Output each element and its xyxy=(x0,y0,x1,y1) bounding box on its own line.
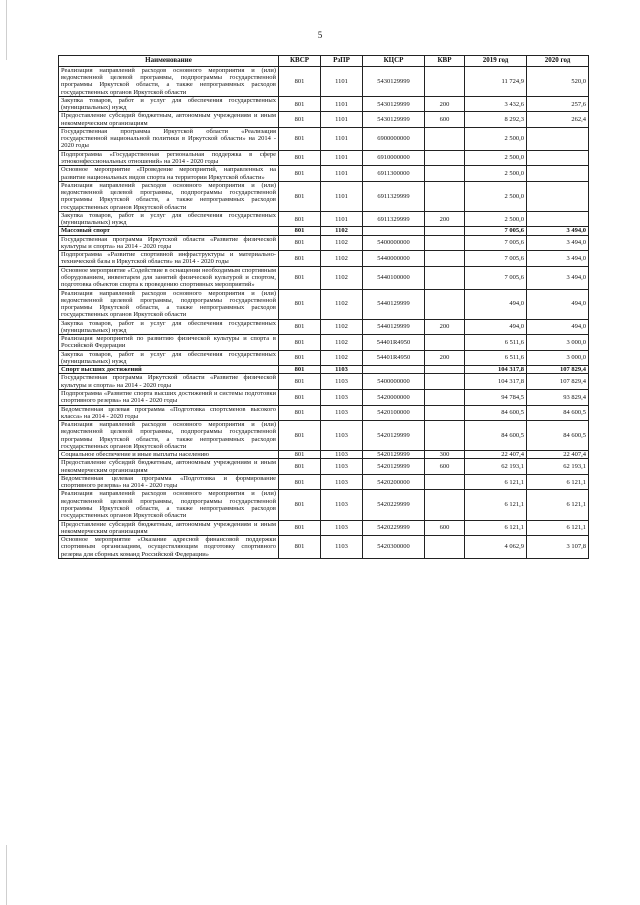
cell-2019: 2 500,0 xyxy=(465,211,527,227)
cell-kvsr: 801 xyxy=(279,211,321,227)
column-header-2020: 2020 год xyxy=(527,56,589,67)
table-row xyxy=(59,127,589,150)
cell-kvsr: 801 xyxy=(279,289,321,319)
cell-name: Предоставление субсидий бюджетным, автономным учреждениям и иным некоммерческим организациям xyxy=(59,459,279,475)
cell-name: Ведомственная целевая программа «Подготовка и формирование спортивного резерва» на 2014 - 2020 годы xyxy=(59,474,279,490)
cell-2020: 3 000,0 xyxy=(527,350,589,366)
cell-kvr: 200 xyxy=(425,211,465,227)
cell-name: Подпрограмма «Развитие спортивной инфраструктуры и материально- технической базы в Иркутской области» на 2014 - 2020 годы xyxy=(59,251,279,267)
cell-kvr: 300 xyxy=(425,451,465,459)
cell-2020: 84 600,5 xyxy=(527,405,589,421)
cell-2019: 62 193,1 xyxy=(465,459,527,475)
cell-kvsr: 801 xyxy=(279,227,321,235)
cell-2020: 62 193,1 xyxy=(527,459,589,475)
cell-kvr xyxy=(425,181,465,211)
cell-name: Реализация направлений расходов основного мероприятия и (или) ведомственной целевой программы, подпрограммы государственной программы Иркутской области, а также непрограммных расходов государственных органов Иркутской области xyxy=(59,66,279,96)
table-row xyxy=(59,266,589,289)
cell-kcsr: 5430129999 xyxy=(363,66,425,96)
cell-kvr xyxy=(425,474,465,490)
cell-kvsr: 801 xyxy=(279,181,321,211)
cell-2019: 7 005,6 xyxy=(465,227,527,235)
cell-2019: 6 511,6 xyxy=(465,350,527,366)
cell-name: Предоставление субсидий бюджетным, автономным учреждениям и иным некоммерческим организациям xyxy=(59,520,279,536)
cell-kvr: 200 xyxy=(425,350,465,366)
cell-kvr xyxy=(425,266,465,289)
cell-rzpr: 1103 xyxy=(321,366,363,374)
cell-2020: 6 121,1 xyxy=(527,520,589,536)
cell-rzpr: 1103 xyxy=(321,520,363,536)
table-row xyxy=(59,251,589,267)
cell-kcsr: 6900000000 xyxy=(363,127,425,150)
cell-2020: 262,4 xyxy=(527,112,589,128)
cell-kvr: 200 xyxy=(425,319,465,335)
cell-name: Подпрограмма «Развитие спорта высших достижений и системы подготовки спортивного резерва» на 2014 - 2020 годы xyxy=(59,389,279,405)
table-row xyxy=(59,66,589,96)
table-row xyxy=(59,150,589,166)
cell-kvsr: 801 xyxy=(279,150,321,166)
cell-2019: 84 600,5 xyxy=(465,405,527,421)
cell-name: Государственная программа Иркутской области «Реализация государственной национальной политики в Иркутской области» на 2014 - 2020 годы xyxy=(59,127,279,150)
cell-2020: 107 829,4 xyxy=(527,366,589,374)
column-header-2019: 2019 год xyxy=(465,56,527,67)
scan-edge-bottom xyxy=(6,845,7,905)
cell-name: Закупка товаров, работ и услуг для обеспечения государственных (муниципальных) нужд xyxy=(59,319,279,335)
cell-name: Реализация направлений расходов основного мероприятия и (или) ведомственной целевой программы, подпрограммы государственной программы Иркутской области, а также непрограммных расходов государственных органов Иркутской области xyxy=(59,421,279,451)
table-row xyxy=(59,459,589,475)
cell-kvr xyxy=(425,166,465,182)
cell-2020 xyxy=(527,150,589,166)
cell-kcsr: 54401R4950 xyxy=(363,350,425,366)
cell-2019: 7 005,6 xyxy=(465,251,527,267)
table-row xyxy=(59,181,589,211)
cell-2019: 7 005,6 xyxy=(465,266,527,289)
table-row xyxy=(59,405,589,421)
table-row xyxy=(59,536,589,559)
cell-rzpr: 1101 xyxy=(321,181,363,211)
cell-kcsr: 5400000000 xyxy=(363,374,425,390)
cell-2020 xyxy=(527,211,589,227)
table-row xyxy=(59,451,589,459)
cell-rzpr: 1101 xyxy=(321,166,363,182)
cell-2019: 494,0 xyxy=(465,319,527,335)
table-body xyxy=(59,66,589,558)
cell-kcsr: 5420229999 xyxy=(363,490,425,520)
cell-2019: 2 500,0 xyxy=(465,181,527,211)
cell-kcsr: 5440129999 xyxy=(363,289,425,319)
cell-kcsr: 6911329999 xyxy=(363,181,425,211)
cell-kvr xyxy=(425,251,465,267)
cell-kcsr: 6910000000 xyxy=(363,150,425,166)
cell-2020: 520,0 xyxy=(527,66,589,96)
cell-2019: 22 407,4 xyxy=(465,451,527,459)
cell-2019: 2 500,0 xyxy=(465,127,527,150)
cell-2020: 6 121,1 xyxy=(527,490,589,520)
cell-kvsr: 801 xyxy=(279,366,321,374)
cell-name: Социальное обеспечение и иные выплаты населению xyxy=(59,451,279,459)
cell-2020: 3 107,8 xyxy=(527,536,589,559)
cell-rzpr: 1102 xyxy=(321,335,363,351)
cell-2020 xyxy=(527,166,589,182)
cell-kvr xyxy=(425,150,465,166)
cell-name: Массовый спорт xyxy=(59,227,279,235)
table-row xyxy=(59,211,589,227)
cell-rzpr: 1103 xyxy=(321,474,363,490)
cell-kvsr: 801 xyxy=(279,96,321,112)
cell-kvsr: 801 xyxy=(279,451,321,459)
cell-2019: 6 511,6 xyxy=(465,335,527,351)
cell-2020 xyxy=(527,127,589,150)
cell-name: Реализация направлений расходов основного мероприятия и (или) ведомственной целевой программы, подпрограммы государственной программы Иркутской области, а также непрограммных расходов государственных органов Иркутской области xyxy=(59,289,279,319)
cell-name: Реализация направлений расходов основного мероприятия и (или) ведомственной целевой программы, подпрограммы государственной программы Иркутской области, а также непрограммных расходов государственных органов Иркутской области xyxy=(59,490,279,520)
cell-2019: 6 121,1 xyxy=(465,520,527,536)
cell-kvr: 600 xyxy=(425,520,465,536)
cell-rzpr: 1102 xyxy=(321,319,363,335)
cell-kcsr: 5420129999 xyxy=(363,451,425,459)
cell-kvr xyxy=(425,66,465,96)
cell-kcsr: 6911329999 xyxy=(363,211,425,227)
cell-name: Закупка товаров, работ и услуг для обеспечения государственных (муниципальных) нужд xyxy=(59,96,279,112)
cell-2019: 4 062,9 xyxy=(465,536,527,559)
cell-rzpr: 1102 xyxy=(321,266,363,289)
cell-kvr xyxy=(425,235,465,251)
cell-kcsr: 5430129999 xyxy=(363,96,425,112)
cell-kcsr: 5420129999 xyxy=(363,459,425,475)
cell-kvr xyxy=(425,127,465,150)
cell-kvr xyxy=(425,366,465,374)
cell-2019: 7 005,6 xyxy=(465,235,527,251)
cell-rzpr: 1101 xyxy=(321,66,363,96)
cell-kcsr: 5440100000 xyxy=(363,266,425,289)
cell-kvr xyxy=(425,536,465,559)
budget-table xyxy=(58,55,589,559)
cell-kvr xyxy=(425,389,465,405)
cell-rzpr: 1102 xyxy=(321,227,363,235)
cell-kcsr: 5440000000 xyxy=(363,251,425,267)
cell-2020: 107 829,4 xyxy=(527,374,589,390)
cell-name: Реализация мероприятий по развитию физической культуры и спорта в Российской Федерации xyxy=(59,335,279,351)
column-header-kvsr: КВСР xyxy=(279,56,321,67)
cell-kcsr: 5420200000 xyxy=(363,474,425,490)
cell-kvr xyxy=(425,374,465,390)
table-row xyxy=(59,319,589,335)
cell-kcsr: 5420300000 xyxy=(363,536,425,559)
cell-2020 xyxy=(527,181,589,211)
cell-kvsr: 801 xyxy=(279,474,321,490)
table-row xyxy=(59,490,589,520)
cell-2020: 3 494,0 xyxy=(527,235,589,251)
cell-kvsr: 801 xyxy=(279,490,321,520)
cell-kvr xyxy=(425,289,465,319)
cell-2019: 94 784,5 xyxy=(465,389,527,405)
cell-2020: 22 407,4 xyxy=(527,451,589,459)
cell-kvsr: 801 xyxy=(279,335,321,351)
cell-kvsr: 801 xyxy=(279,112,321,128)
cell-name: Ведомственная целевая программа «Подготовка спортсменов высокого класса» на 2014 - 2020 годы xyxy=(59,405,279,421)
table-row xyxy=(59,289,589,319)
cell-kvr: 600 xyxy=(425,459,465,475)
cell-kvsr: 801 xyxy=(279,421,321,451)
cell-rzpr: 1102 xyxy=(321,235,363,251)
cell-2020: 84 600,5 xyxy=(527,421,589,451)
cell-2020: 3 000,0 xyxy=(527,335,589,351)
cell-rzpr: 1103 xyxy=(321,405,363,421)
cell-kcsr: 54401R4950 xyxy=(363,335,425,351)
table-row xyxy=(59,235,589,251)
cell-name: Подпрограмма «Государственная региональная поддержка в сфере этноконфессиональных отношений» на 2014 - 2020 годы xyxy=(59,150,279,166)
cell-name: Предоставление субсидий бюджетным, автономным учреждениям и иным некоммерческим организациям xyxy=(59,112,279,128)
cell-rzpr: 1102 xyxy=(321,289,363,319)
cell-kvsr: 801 xyxy=(279,374,321,390)
cell-rzpr: 1101 xyxy=(321,127,363,150)
cell-rzpr: 1103 xyxy=(321,451,363,459)
cell-name: Государственная программа Иркутской области «Развитие физической культуры и спорта» на 2014 - 2020 годы xyxy=(59,235,279,251)
column-header-kvr: КВР xyxy=(425,56,465,67)
cell-kvsr: 801 xyxy=(279,520,321,536)
cell-kvsr: 801 xyxy=(279,389,321,405)
cell-rzpr: 1103 xyxy=(321,490,363,520)
cell-2019: 84 600,5 xyxy=(465,421,527,451)
cell-2020: 93 829,4 xyxy=(527,389,589,405)
cell-2020: 494,0 xyxy=(527,289,589,319)
cell-kvr: 600 xyxy=(425,112,465,128)
cell-rzpr: 1102 xyxy=(321,251,363,267)
cell-kvsr: 801 xyxy=(279,251,321,267)
page-number: 5 xyxy=(317,30,323,40)
table-row xyxy=(59,374,589,390)
cell-kvr xyxy=(425,490,465,520)
cell-kvsr: 801 xyxy=(279,350,321,366)
cell-2019: 2 500,0 xyxy=(465,150,527,166)
table-row xyxy=(59,474,589,490)
cell-name: Основное мероприятие «Проведение мероприятий, направленных на развитие национальных видов спорта на территории Иркутской области» xyxy=(59,166,279,182)
cell-rzpr: 1103 xyxy=(321,374,363,390)
cell-kvsr: 801 xyxy=(279,166,321,182)
cell-rzpr: 1101 xyxy=(321,112,363,128)
cell-rzpr: 1101 xyxy=(321,211,363,227)
cell-2020: 257,6 xyxy=(527,96,589,112)
cell-2019: 2 500,0 xyxy=(465,166,527,182)
cell-name: Закупка товаров, работ и услуг для обеспечения государственных (муниципальных) нужд xyxy=(59,350,279,366)
column-header-name: Наименование xyxy=(59,56,279,67)
cell-kcsr: 5420129999 xyxy=(363,421,425,451)
cell-2020: 3 494,0 xyxy=(527,227,589,235)
cell-name: Спорт высших достижений xyxy=(59,366,279,374)
cell-2019: 104 317,8 xyxy=(465,366,527,374)
cell-kvsr: 801 xyxy=(279,405,321,421)
cell-kvsr: 801 xyxy=(279,235,321,251)
table-row xyxy=(59,335,589,351)
cell-kvr xyxy=(425,335,465,351)
cell-name: Основное мероприятие «Содействие в оснащении необходимым спортивным оборудованием, инвентарем для занятий физической культурой и спортом, подготовка объектов спорта к проведению спортивных мероприятий» xyxy=(59,266,279,289)
cell-name: Реализация направлений расходов основного мероприятия и (или) ведомственной целевой программы, подпрограммы государственной программы Иркутской области, а также непрограммных расходов государственных органов Иркутской области xyxy=(59,181,279,211)
cell-kvr: 200 xyxy=(425,96,465,112)
cell-2019: 104 317,8 xyxy=(465,374,527,390)
cell-2020: 3 494,0 xyxy=(527,251,589,267)
cell-2019: 494,0 xyxy=(465,289,527,319)
table-row xyxy=(59,350,589,366)
table-row xyxy=(59,96,589,112)
cell-2019: 11 724,9 xyxy=(465,66,527,96)
cell-rzpr: 1103 xyxy=(321,421,363,451)
table-row xyxy=(59,520,589,536)
cell-kvr xyxy=(425,405,465,421)
cell-kvr xyxy=(425,421,465,451)
cell-kcsr: 5420229999 xyxy=(363,520,425,536)
cell-2020: 3 494,0 xyxy=(527,266,589,289)
table-header-row xyxy=(59,56,589,67)
cell-kvsr: 801 xyxy=(279,459,321,475)
cell-kvsr: 801 xyxy=(279,536,321,559)
cell-2020: 6 121,1 xyxy=(527,474,589,490)
cell-kcsr xyxy=(363,227,425,235)
table-row xyxy=(59,389,589,405)
cell-kvsr: 801 xyxy=(279,319,321,335)
cell-kvsr: 801 xyxy=(279,266,321,289)
cell-2019: 8 292,3 xyxy=(465,112,527,128)
cell-rzpr: 1101 xyxy=(321,96,363,112)
cell-kcsr: 5430129999 xyxy=(363,112,425,128)
column-header-kcsr: КЦСР xyxy=(363,56,425,67)
column-header-rzpr: РзПР xyxy=(321,56,363,67)
cell-2019: 3 432,6 xyxy=(465,96,527,112)
cell-2020: 494,0 xyxy=(527,319,589,335)
table-row xyxy=(59,112,589,128)
cell-name: Закупка товаров, работ и услуг для обеспечения государственных (муниципальных) нужд xyxy=(59,211,279,227)
cell-kvr xyxy=(425,227,465,235)
cell-name: Основное мероприятие «Оказание адресной финансовой поддержки спортивным организациям, осуществляющим подготовку спортивного резерва для сборных команд Российской Федерации» xyxy=(59,536,279,559)
cell-2019: 6 121,1 xyxy=(465,490,527,520)
cell-name: Государственная программа Иркутской области «Развитие физической культуры и спорта» на 2014 - 2020 годы xyxy=(59,374,279,390)
cell-kvsr: 801 xyxy=(279,66,321,96)
cell-kvsr: 801 xyxy=(279,127,321,150)
cell-rzpr: 1103 xyxy=(321,459,363,475)
cell-rzpr: 1102 xyxy=(321,350,363,366)
cell-kcsr: 5420100000 xyxy=(363,405,425,421)
table-row xyxy=(59,166,589,182)
cell-2019: 6 121,1 xyxy=(465,474,527,490)
table-row xyxy=(59,421,589,451)
cell-rzpr: 1103 xyxy=(321,536,363,559)
cell-kcsr: 5420000000 xyxy=(363,389,425,405)
cell-rzpr: 1101 xyxy=(321,150,363,166)
table-row xyxy=(59,227,589,235)
table-row xyxy=(59,366,589,374)
cell-kcsr: 5440129999 xyxy=(363,319,425,335)
cell-kcsr xyxy=(363,366,425,374)
cell-kcsr: 5400000000 xyxy=(363,235,425,251)
cell-rzpr: 1103 xyxy=(321,389,363,405)
cell-kcsr: 6911300000 xyxy=(363,166,425,182)
